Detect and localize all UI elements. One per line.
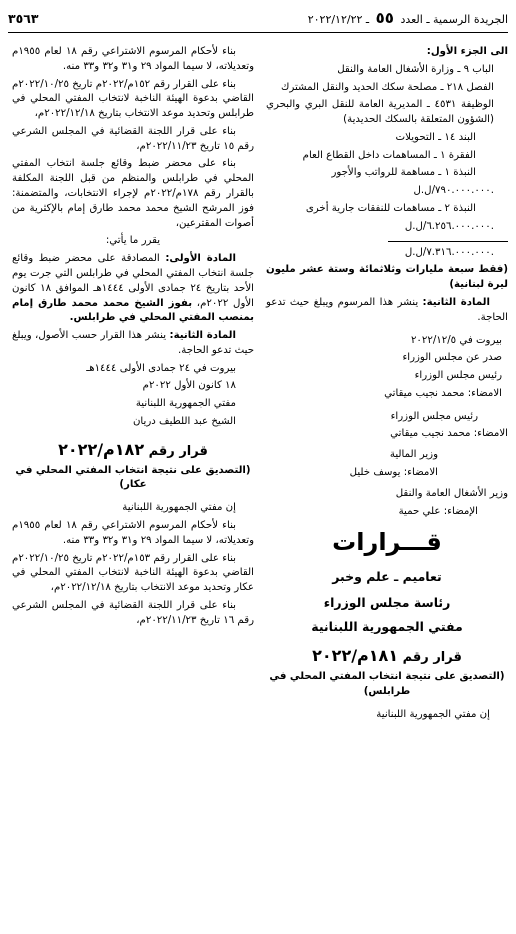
finance-minister-title: وزير المالية [389, 449, 438, 461]
decision-181-label: قرار رقم [398, 650, 462, 666]
columns [8, 45, 508, 726]
decision-181-issuer: إن مفتي الجمهورية اللبنانية [376, 708, 490, 720]
basis-decision-153: بناء على القرار رقم ١٥٣م/٢٠٢٢م تاريخ ٢٠٢٢/١٠/٢٥م القاضي بدعوة الهيئة الناخبة لانتخاب المفتي المحلي في عكار وتحديد موعد الانتخاب بتاريخ ٢٠٢٢/١٢/١٨م، [12, 552, 254, 594]
decision-182-title: (التصديق على نتيجة انتخاب المفتي المحلي في عكار) [15, 464, 251, 491]
part-heading: الى الجزء الأول: [426, 46, 508, 57]
page-number: ٣٥٦٣ [8, 10, 39, 26]
decree-date: بيروت في ٢٠٢٢/١٢/٥ [410, 334, 502, 346]
article-2-label-left: المادة الثانية: [169, 330, 236, 342]
article-1-bold: بفوز الشيخ محمد محمد طارق إمام بمنصب المفتي المحلي في طرابلس. [12, 297, 254, 324]
journal-title [308, 8, 508, 30]
decisions-heading: قـــرارات [332, 528, 442, 557]
decision-182-issuer: إن مفتي الجمهورية اللبنانية [122, 502, 236, 514]
article-2-label: المادة الثانية: [422, 296, 490, 308]
sub1-line: النبذة ١ ـ مساهمة للرواتب والأجور [331, 167, 476, 179]
total-amount: ٧.٣١٦.٠٠٠.٠٠٠/ل.ل. [404, 246, 494, 258]
basis-committee-16: بناء على قرار اللجنة القضائية في المجلس الشرعي رقم ١٦ تاريخ ٢٠٢٢/١١/٢٣م، [12, 599, 254, 626]
journal-date: ـ ٢٠٢٢/١٢/٢٢ [307, 13, 370, 27]
item-line: البند ١٤ ـ التحويلات [395, 131, 476, 143]
works-minister-title: وزير الأشغال العامة والنقل [395, 487, 508, 499]
amount-1: ٧٩٠.٠٠٠.٠٠٠/ل.ل. [413, 185, 494, 197]
decision-182-number: ١٨٢م/٢٠٢٢ [58, 439, 145, 459]
journal-pre: الجريدة الرسمية ـ العدد [400, 13, 508, 27]
basis-minutes: بناء على محضر ضبط وقائع جلسة انتخاب المفتي المحلي في طرابلس والمنظم من قبل اللجنة المكلفة بالقرار رقم ١٧٨م/٢٠٢٢م لإجراء الانتخابات، والمتضمنة: فوز المرشح الشيخ محمد محمد طارق إمام بالإكثرية من أصوات المقترعين، [12, 158, 254, 229]
decision-182-label: قرار رقم [144, 443, 208, 459]
mufti-office-heading: مفتي الجمهورية اللبنانية [311, 619, 463, 635]
mufti-title: مفتي الجمهورية اللبنانية [135, 398, 236, 410]
left-column [12, 45, 254, 726]
total-in-words: (فقط سبعة مليارات وثلاثمائة وستة عشر مليون ليرة لبنانية) [266, 264, 508, 291]
decision-181-title: (التصديق على نتيجة انتخاب المفتي المحلي في طرابلس) [269, 671, 505, 698]
pm-title-1: رئيس مجلس الوزراء [414, 370, 502, 382]
basis-committee-15: بناء على قرار اللجنة القضائية في المجلس الشرعي رقم ١٥ تاريخ ٢٠٢٢/١١/٢٣م، [12, 125, 254, 152]
circulars-heading: تعاميم ـ علم وخبر [332, 569, 442, 585]
article-1-text: المصادقة على محضر ضبط وقائع جلسة انتخاب المفتي المحلي في طرابلس التي جرت يوم الأحد بتاريخ ٢٤ جمادى الأولى ١٤٤٤هـ الموافق ١٨ كانون الأول ٢٠٢٢م، [12, 253, 254, 309]
article-1-label: المادة الأولى: [165, 253, 236, 265]
issue-number: ٥٥ [375, 9, 394, 28]
paragraph-line: الفقرة ١ ـ المساهمات داخل القطاع العام [302, 149, 476, 161]
right-column [266, 45, 508, 726]
decision-181-heading [266, 644, 508, 668]
article-2-text-left: ينشر هذا القرار حسب الأصول، ويبلغ حيث تدعو الحاجة. [12, 330, 254, 356]
hijri-date: بيروت في ٢٤ جمادى الأولى ١٤٤٤هـ [86, 362, 236, 374]
chapter-line: الباب ٩ ـ وزارة الأشغال العامة والنقل [337, 63, 494, 75]
basis-decision-152: بناء على القرار رقم ١٥٢م/٢٠٢٢م تاريخ ٢٠٢٢/١٠/٢٥م القاضي بدعوة الهيئة الناخبة لانتخاب المفتي المحلي في طرابلس وتحديد موعد الانتخاب بتاريخ ٢٠٢٢/١٢/١٨م، [12, 78, 254, 120]
basis-decree: بناء لأحكام المرسوم الاشتراعي رقم ١٨ لعام ١٩٥٥م وتعديلاته، لا سيما المواد ٢٩ و٣١ و٣٢ و٣٣ منه. [12, 46, 254, 72]
pm-signature-2: الامضاء: محمد نجيب ميقاتي [390, 428, 508, 440]
page-header [8, 6, 508, 33]
finance-minister-signature: الامضاء: يوسف خليل [349, 466, 438, 478]
gregorian-date: ١٨ كانون الأول ٢٠٢٢م [142, 380, 236, 392]
function-line: الوظيفة ٤٥٣١ ـ المديرية العامة للنقل البري والبحري (الشؤون المتعلقة بالسكك الحديدية) [266, 99, 495, 126]
presidency-heading: رئاسة مجلس الوزراء [323, 595, 451, 611]
sub2-line: النبذة ٢ ـ مساهمات للنفقات جارية أخرى [305, 203, 476, 215]
section-line: الفصل ٢١٨ ـ مصلحة سكك الحديد والنقل المشترك [280, 81, 494, 93]
amount-2: ٦.٢٥٦.٠٠٠.٠٠٠/ل.ل. [404, 220, 494, 232]
decision-181-number: ١٨١م/٢٠٢٢ [312, 646, 399, 666]
mufti-name: الشيخ عبد اللطيف دريان [132, 415, 236, 427]
pm-title-2: رئيس مجلس الوزراء [390, 410, 478, 422]
decides-heading: يقرر ما يأتي: [105, 235, 161, 247]
basis-decree-2: بناء لأحكام المرسوم الاشتراعي رقم ١٨ لعام ١٩٥٥م وتعديلاته، لا سيما المواد ٢٩ و٣١ و٣٢ و٣٣ منه. [12, 519, 254, 546]
pm-signature-1: الامضاء: محمد نجيب ميقاتي [384, 387, 502, 399]
works-minister-signature: الإمضاء: علي حمية [398, 505, 478, 517]
total-divider [388, 241, 508, 242]
issued-by: صدر عن مجلس الوزراء [402, 352, 502, 364]
article-2-text: ينشر هذا المرسوم ويبلغ حيث تدعو الحاجة. [266, 296, 508, 323]
decision-182-heading [12, 438, 254, 462]
